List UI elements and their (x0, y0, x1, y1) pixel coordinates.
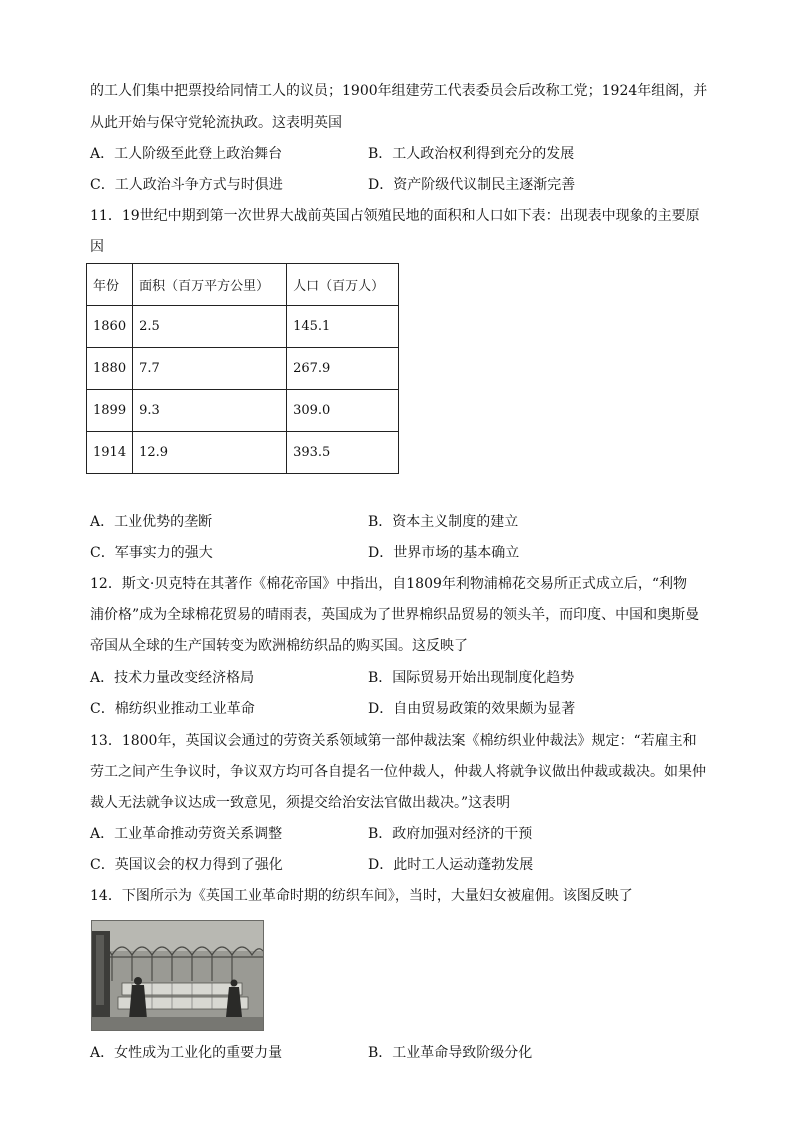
table-cell-year: 1914 (87, 432, 133, 474)
q10-option-a[interactable]: A．工人阶级至此登上政治舞台 (90, 146, 283, 162)
table-row (87, 432, 399, 474)
q13-option-b[interactable]: B．政府加强对经济的干预 (368, 826, 533, 842)
table-cell-population: 267.9 (287, 348, 399, 390)
q14-stem-line: 14．下图所示为《英国工业革命时期的纺织车间》，当时，大量妇女被雇佣。该图反映了 (90, 888, 633, 904)
table-cell-area: 2.5 (133, 306, 287, 348)
q12-option-b[interactable]: B．国际贸易开始出现制度化趋势 (368, 670, 575, 686)
q13-option-d[interactable]: D．此时工人运动蓬勃发展 (368, 857, 534, 873)
table-cell-area: 7.7 (133, 348, 287, 390)
q10-stem-line-1: 的工人们集中把票投给同情工人的议员；1900年组建劳工代表委员会后改称工党；1924年组阁，并 (90, 83, 708, 99)
q10-option-d[interactable]: D．资产阶级代议制民主逐渐完善 (368, 177, 576, 193)
table-cell-population: 309.0 (287, 390, 399, 432)
q11-option-a[interactable]: A．工业优势的垄断 (90, 514, 213, 530)
table-cell-area: 12.9 (133, 432, 287, 474)
q14-option-b[interactable]: B．工业革命导致阶级分化 (368, 1045, 533, 1061)
q12-option-c[interactable]: C．棉纺织业推动工业革命 (90, 701, 255, 717)
table-row (87, 306, 399, 348)
q11-option-b[interactable]: B．资本主义制度的建立 (368, 514, 519, 530)
q12-option-d[interactable]: D．自由贸易政策的效果颇为显著 (368, 701, 576, 717)
table-header-row (87, 264, 399, 306)
table-cell-population: 145.1 (287, 306, 399, 348)
q11-option-d[interactable]: D．世界市场的基本确立 (368, 545, 520, 561)
table-header-population: 人口（百万人） (287, 264, 399, 306)
table-row (87, 390, 399, 432)
q12-option-a[interactable]: A．技术力量改变经济格局 (90, 670, 255, 686)
table-cell-area: 9.3 (133, 390, 287, 432)
textile-workshop-photo (91, 920, 264, 1031)
q13-stem-line-2: 劳工之间产生争议时，争议双方均可各自提名一位仲裁人，仲裁人将就争议做出仲裁或裁决。如果仲 (90, 764, 706, 780)
q11-option-c[interactable]: C．军事实力的强大 (90, 545, 213, 561)
q12-stem-line-2: 浦价格”成为全球棉花贸易的晴雨表，英国成为了世界棉织品贸易的领头羊，而印度、中国和奥斯曼 (90, 607, 700, 623)
table-cell-population: 393.5 (287, 432, 399, 474)
table-cell-year: 1860 (87, 306, 133, 348)
q13-option-c[interactable]: C．英国议会的权力得到了强化 (90, 857, 283, 873)
colony-data-table (86, 263, 399, 474)
table-cell-year: 1899 (87, 390, 133, 432)
photo-illustration (92, 921, 263, 1030)
q10-stem-line-2: 从此开始与保守党轮流执政。这表明英国 (90, 115, 342, 131)
q11-stem-line-1: 11．19世纪中期到第一次世界大战前英国占领殖民地的面积和人口如下表：出现表中现象的主要原 (90, 208, 700, 224)
q10-option-b[interactable]: B．工人政治权利得到充分的发展 (368, 146, 575, 162)
q11-stem-line-2: 因 (90, 239, 104, 255)
q12-stem-line-1: 12．斯文·贝克特在其著作《棉花帝国》中指出，自1809年利物浦棉花交易所正式成立后，“利物 (90, 576, 688, 592)
q14-option-a[interactable]: A．女性成为工业化的重要力量 (90, 1045, 283, 1061)
q13-stem-line-1: 13．1800年，英国议会通过的劳资关系领域第一部仲裁法案《棉纺织业仲裁法》规定：“若雇主和 (90, 733, 697, 749)
table-row (87, 348, 399, 390)
q13-stem-line-3: 裁人无法就争议达成一致意见，须提交给治安法官做出裁决。”这表明 (90, 795, 511, 811)
table-header-area: 面积（百万平方公里） (133, 264, 287, 306)
table-header-year: 年份 (87, 264, 133, 306)
table-cell-year: 1880 (87, 348, 133, 390)
q13-option-a[interactable]: A．工业革命推动劳资关系调整 (90, 826, 283, 842)
q12-stem-line-3: 帝国从全球的生产国转变为欧洲棉纺织品的购买国。这反映了 (90, 638, 468, 654)
q10-option-c[interactable]: C．工人政治斗争方式与时俱进 (90, 177, 283, 193)
